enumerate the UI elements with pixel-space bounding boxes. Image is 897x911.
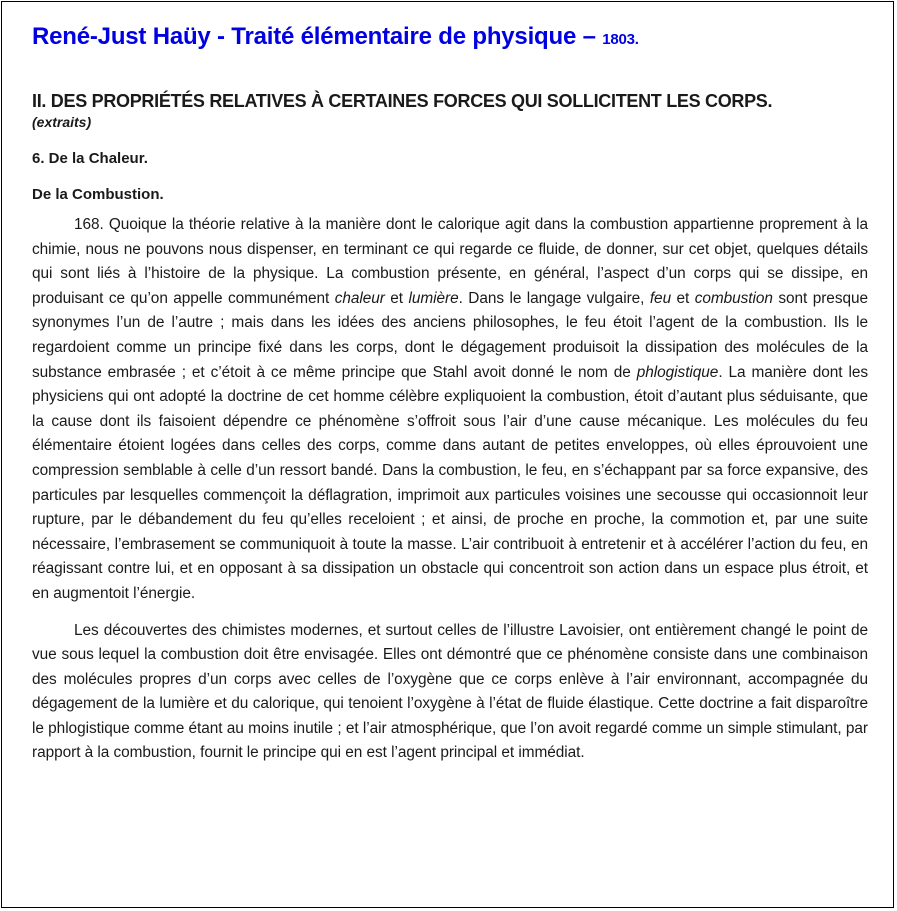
para1-em-phlogistique: phlogistique <box>636 363 719 381</box>
document-title <box>32 20 868 57</box>
paragraph-168 <box>32 213 868 607</box>
para1-text-5: sont presque synonymes l’un de l’autre ; mais dans les idées des anciens philosophes, le feu étoit l’agent de la combustion. Ils le regardoient comme un principe fixé dans les corps, dont le dégagement produisoit la dissipation des molécules de la substance embrasée ; et c’étoit à ce même principe que Stahl avoit donné le nom de <box>32 289 868 381</box>
title-text: René-Just Haüy - Traité élémentaire de physique – <box>32 23 603 50</box>
para1-text-6: . La manière dont les physiciens qui ont adopté la doctrine de cet homme célèbre expliquoient la combustion, étoit d’autant plus séduisante, que la cause dont ils faisoient dépendre ce phénomène s’offroit sous l’air d’une cause mécanique. Les molécules du feu élémentaire étoient logées dans celles des corps, comme dans autant de petites enveloppes, où elles éprouvoient une compression semblable à celle d’un ressort bandé. Dans la combustion, le feu, en s’échappant par sa force expansive, des particules par lesquelles commençoit la déflagration, imprimoit aux particules voisines une secousse qui occasionnoit leur rupture, par le débandement du feu qu’elles receloient ; et ainsi, de proche en proche, la commotion et, par une suite nécessaire, l’embrasement se communiquoit à toute la masse. L’air contribuoit à entretenir et à accélérer l’action du feu, en réagissant contre lui, et en opposant à sa dissipation un obstacle qui concentroit son action dans un espace plus étroit, et en augmentoit l’énergie. <box>32 363 868 602</box>
subheading-combustion: De la Combustion. <box>32 186 164 203</box>
para1-text-1: 168. Quoique la théorie relative à la manière dont le calorique agit dans la combustion appartienne proprement à la chimie, nous ne pouvons nous dispenser, en terminant ce qui regarde ce fluide, de donner, sur cet objet, quelques détails qui sont liés à l’histoire de la physique. La combustion présente, en général, l’aspect d’un corps qui se dissipe, en produisant ce qu’on appelle communément <box>32 216 868 307</box>
para1-em-lumiere: lumière <box>408 289 459 307</box>
document-frame <box>1 1 894 908</box>
title-year: 1803. <box>602 31 639 48</box>
para1-em-feu: feu <box>649 289 672 307</box>
paragraph-lavoisier: Les découvertes des chimistes modernes, et surtout celles de l’illustre Lavoisier, ont entièrement changé le point de vue sous lequel la combustion doit être envisagée. Elles ont démontré que ce phénomène consiste dans une combinaison des molécules propres d’un corps avec celles de l’oxygène que ce corps enlève à l’air environnant, accompagnée du dégagement de la lumière et du calorique, qui tenoient l’oxygène à l’état de fluide élastique. Cette doctrine a fait disparoître le phlogistique comme étant au moins inutile ; et l’air atmosphérique, que l’on avoit regardé comme un simple stimulant, par rapport à la combustion, fournit le principe qui en est l’agent principal et immédiat. <box>32 621 868 762</box>
para1-text-2: et <box>384 289 409 307</box>
para1-em-chaleur: chaleur <box>334 289 385 307</box>
section-heading: II. DES PROPRIÉTÉS RELATIVES À CERTAINES FORCES QUI SOLLICITENT LES CORPS. <box>32 91 773 111</box>
subheading-chaleur: 6. De la Chaleur. <box>32 150 148 167</box>
document-page <box>32 20 868 766</box>
para1-text-3: . Dans le langage vulgaire, <box>458 289 650 307</box>
section-note: (extraits) <box>32 114 92 130</box>
para1-text-4: et <box>671 289 695 307</box>
para1-em-combustion: combustion <box>694 289 773 307</box>
